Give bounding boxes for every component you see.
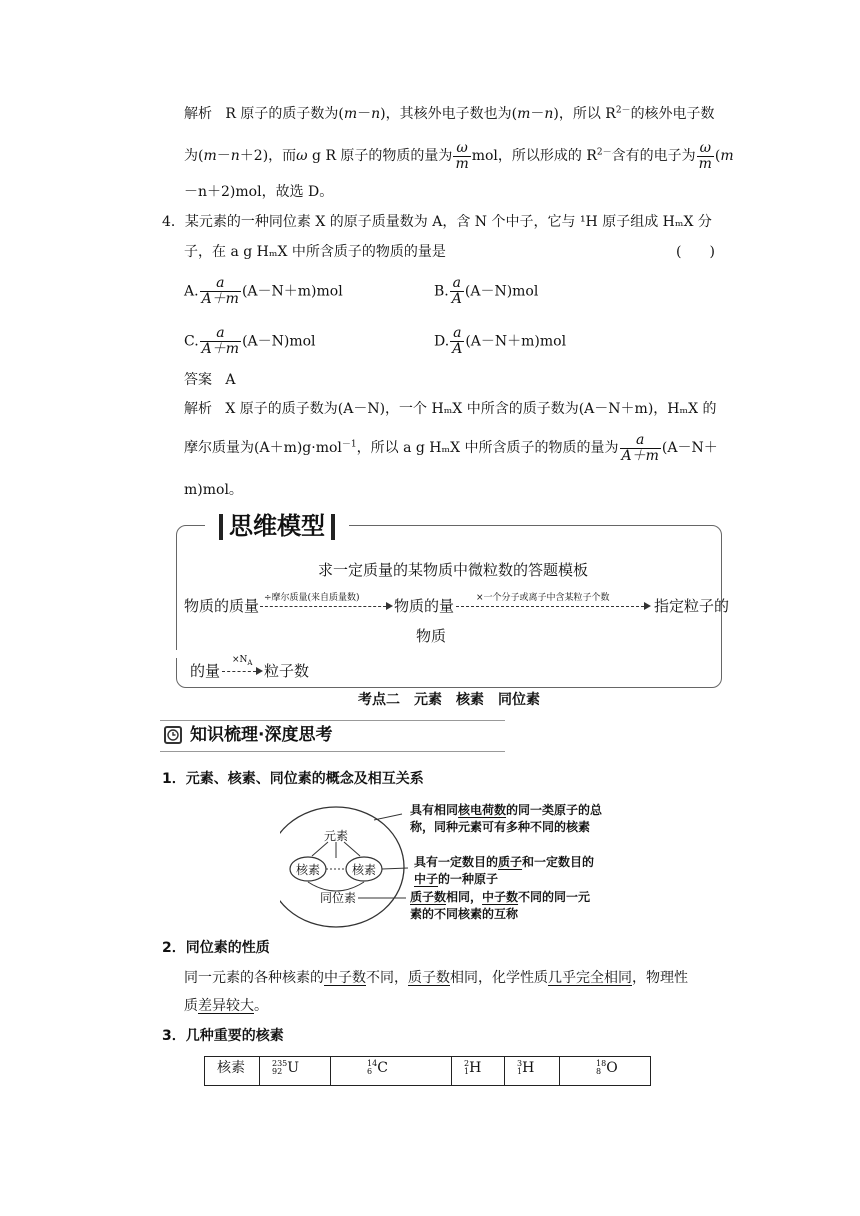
- var: m: [720, 148, 734, 164]
- nuclide-indices: [272, 1060, 287, 1076]
- thinking-model-title: [205, 509, 349, 543]
- denominator: A＋m: [621, 447, 659, 464]
- option-text: (A－N＋m)mol: [241, 283, 343, 300]
- diagram-note-nuclide: [414, 854, 594, 888]
- symbol: C: [377, 1060, 388, 1076]
- title-text: 思维模型: [229, 512, 325, 540]
- fraction-omega-m: [697, 141, 714, 172]
- text: 素的不同核素的互称: [410, 907, 519, 921]
- arrow1-head: [386, 602, 393, 610]
- table-row: [205, 1057, 651, 1086]
- blank: 中子数: [324, 970, 366, 986]
- nuclide-table: [204, 1056, 651, 1086]
- box-gap: [176, 650, 185, 658]
- text: 的核外电子数: [630, 106, 715, 122]
- nuclide-cell: [560, 1057, 651, 1086]
- arrow1-label: ÷摩尔质量(来自质量数): [264, 593, 360, 603]
- question-number: 4．: [162, 214, 185, 230]
- analysis-label: 解析: [184, 106, 212, 122]
- step-amount: 物质的量: [394, 597, 455, 615]
- option-d: [434, 326, 566, 357]
- option-label: C.: [184, 333, 199, 350]
- denominator: A＋m: [201, 341, 240, 357]
- blank: 差异较大: [198, 998, 254, 1014]
- arrow2-head: [644, 602, 651, 610]
- var: n: [544, 106, 554, 122]
- text: 为(: [184, 148, 204, 164]
- text: ，所以 a g HₘX 中所含质子的物质的量为: [356, 440, 619, 456]
- item3-title: 3．几种重要的核素: [162, 1028, 284, 1044]
- nuclide-cell: [452, 1057, 505, 1086]
- fraction-a-over-A-plus-m: [200, 326, 241, 357]
- table-header-cell: 核素: [205, 1057, 260, 1086]
- text: 相同，化学性质: [450, 970, 548, 986]
- symbol: H: [522, 1060, 535, 1076]
- q3-analysis-line3: －n＋2)mol，故选 D。: [184, 184, 334, 200]
- mass-number: 235: [272, 1059, 288, 1068]
- symbol: H: [469, 1060, 482, 1076]
- atomic-number: 1: [517, 1067, 523, 1076]
- denominator: A: [452, 341, 463, 357]
- blank: 几乎完全相同: [548, 970, 632, 986]
- var: m: [343, 106, 358, 122]
- clock-glyph: [166, 728, 180, 742]
- option-text: (A－N)mol: [464, 283, 539, 300]
- option-b: [434, 276, 538, 307]
- mass-number: 18: [596, 1059, 607, 1068]
- q4-stem-line1: [162, 212, 712, 232]
- q3-analysis-line2: [184, 138, 734, 174]
- text: 的同一类原子的总: [506, 803, 603, 817]
- q4-answer: [184, 370, 235, 390]
- denominator: m: [455, 155, 469, 172]
- text: 摩尔质量为(A＋m)g·mol: [184, 440, 342, 456]
- clock-icon: [164, 726, 182, 744]
- underlined: 质子: [498, 855, 523, 869]
- denominator: A＋m: [201, 291, 239, 307]
- numerator: a: [453, 325, 462, 341]
- diagram-nuclide-right: 核素: [352, 863, 377, 877]
- text: 不同的同一元: [518, 890, 591, 904]
- q4-stem-line2: [184, 242, 446, 262]
- nuclide-indices: [596, 1060, 606, 1076]
- title-bar-left: [219, 514, 223, 540]
- arrow3-head: [256, 667, 263, 675]
- option-label: D.: [434, 333, 450, 350]
- text: ，物理性: [632, 970, 688, 986]
- step-particle-amount-cont: 物质: [416, 627, 447, 645]
- item2-title: 2．同位素的性质: [162, 940, 270, 956]
- text: mol，所以形成的 R: [471, 148, 597, 164]
- option-c: [184, 326, 316, 357]
- atomic-number: 92: [272, 1067, 283, 1076]
- numerator: ω: [699, 139, 711, 156]
- underlined: 中子: [414, 872, 439, 886]
- text: (: [714, 148, 721, 164]
- diagram-isotope-label: 同位素: [320, 891, 357, 905]
- diagram-note-isotope: [410, 889, 590, 923]
- answer-label: 答案: [184, 372, 212, 388]
- q4-analysis-line2: [184, 430, 718, 466]
- fraction-a-over-A: [450, 276, 464, 307]
- answer-value: A: [225, 372, 236, 388]
- arrow3-line: [222, 671, 256, 672]
- option-text: (A－N＋m)mol: [465, 333, 567, 350]
- mass-number: 2: [464, 1059, 470, 1068]
- option-label: B.: [434, 283, 449, 300]
- numerator: a: [636, 431, 645, 448]
- numerator: a: [452, 275, 461, 291]
- text: 子，在 a g HₘX 中所含质子的物质的量是: [184, 244, 446, 260]
- step-particle-amount: 指定粒子的: [654, 597, 730, 615]
- q4-answer-paren: ( ): [676, 244, 715, 260]
- numerator: ω: [456, 139, 468, 156]
- superscript: －1: [341, 439, 357, 450]
- item1-title: 1．元素、核素、同位素的概念及相互关系: [162, 771, 424, 787]
- text: 相同，: [446, 890, 483, 904]
- fraction-omega-m: [453, 141, 470, 172]
- text: 和一定数目的: [522, 855, 595, 869]
- superscript: 2－: [615, 105, 631, 116]
- text: ＋2)，而: [239, 148, 297, 164]
- step-mass: 物质的质量: [184, 597, 260, 615]
- text: R 原子的质子数为(: [225, 106, 344, 122]
- knowledge-header: 知识梳理·深度思考: [190, 725, 333, 745]
- var: n: [371, 106, 381, 122]
- text: 具有相同: [410, 803, 459, 817]
- text: －: [530, 106, 545, 122]
- diagram-note-element: [410, 802, 602, 836]
- text: )，其核外电子数也为(: [380, 106, 518, 122]
- text: 含有的电子为: [611, 148, 696, 164]
- underlined: 核电荷数: [458, 803, 507, 817]
- underlined: 质子数: [410, 890, 447, 904]
- numerator: a: [216, 275, 225, 291]
- arrow1-line: [260, 606, 386, 607]
- leader1: [374, 814, 402, 820]
- q3-analysis-line1: [184, 104, 715, 124]
- symbol: U: [287, 1060, 300, 1076]
- fraction-a-over-A: [450, 326, 464, 357]
- arrow3-label: [232, 655, 252, 665]
- text: 具有一定数目的: [414, 855, 499, 869]
- text: g R 原子的物质的量为: [307, 148, 453, 164]
- section-title: 考点二 元素 核素 同位素: [358, 692, 540, 708]
- arrow3-sub: A: [247, 658, 253, 667]
- underlined: 中子数: [482, 890, 519, 904]
- option-label: A.: [184, 283, 199, 300]
- arrow2-label: ×一个分子或离子中含某粒子个数: [476, 593, 610, 603]
- text: (A－N＋: [661, 440, 718, 456]
- text: 某元素的一种同位素 X 的原子质量数为 A，含 N 个中子，它与 ¹H 原子组成 HₘX 分: [184, 214, 712, 230]
- atomic-number: 8: [596, 1067, 602, 1076]
- denominator: m: [698, 155, 712, 172]
- text: 同一元素的各种核素的: [184, 970, 324, 986]
- arrow3-text: ×N: [232, 655, 248, 665]
- analysis-label: 解析: [184, 401, 212, 417]
- text: )，所以 R: [553, 106, 616, 122]
- text: 质: [184, 998, 198, 1014]
- symbol: O: [606, 1060, 618, 1076]
- item2-line1: [184, 968, 688, 988]
- nuclide-cell: [260, 1057, 331, 1086]
- nuclide-cell: [331, 1057, 452, 1086]
- fraction-a-over-A-plus-m: [620, 433, 661, 464]
- option-text: (A－N)mol: [242, 333, 316, 350]
- title-bar-right: [331, 514, 335, 540]
- step-count: 粒子数: [264, 662, 310, 680]
- item2-line2: [184, 996, 268, 1016]
- step-amount-cont: 的量: [190, 662, 221, 680]
- text: 的一种原子: [438, 872, 499, 886]
- numerator: a: [216, 325, 225, 341]
- denominator: A: [451, 291, 462, 307]
- mass-number: 3: [517, 1059, 523, 1068]
- blank: 质子数: [408, 970, 450, 986]
- superscript: 2－: [596, 147, 612, 158]
- mass-number: 14: [367, 1059, 378, 1068]
- text: －: [216, 148, 231, 164]
- atomic-number: 1: [464, 1067, 470, 1076]
- var: ω: [296, 148, 308, 164]
- text: 不同，: [366, 970, 408, 986]
- q4-analysis-line3: m)mol。: [184, 482, 243, 498]
- option-a: [184, 276, 343, 307]
- var: n: [230, 148, 240, 164]
- nuclide-cell: [505, 1057, 560, 1086]
- atomic-number: 6: [367, 1067, 373, 1076]
- q4-analysis-line1: [184, 399, 717, 419]
- fraction-a-over-A-plus-m: [200, 276, 241, 307]
- text: －: [357, 106, 372, 122]
- diagram-element-label: 元素: [324, 829, 349, 843]
- text: X 原子的质子数为(A－N)，一个 HₘX 中所含的质子数为(A－N＋m)，HₘX 的: [225, 401, 717, 417]
- text: 称，同种元素可有多种不同的核素: [410, 820, 591, 834]
- arrow2-line: [456, 606, 644, 607]
- thinking-subtitle: 求一定质量的某物质中微粒数的答题模板: [318, 561, 589, 579]
- diagram-nuclide-left: 核素: [296, 863, 321, 877]
- var: m: [203, 148, 217, 164]
- nuclide-indices: [367, 1060, 377, 1076]
- text: 。: [254, 998, 268, 1014]
- var: m: [517, 106, 531, 122]
